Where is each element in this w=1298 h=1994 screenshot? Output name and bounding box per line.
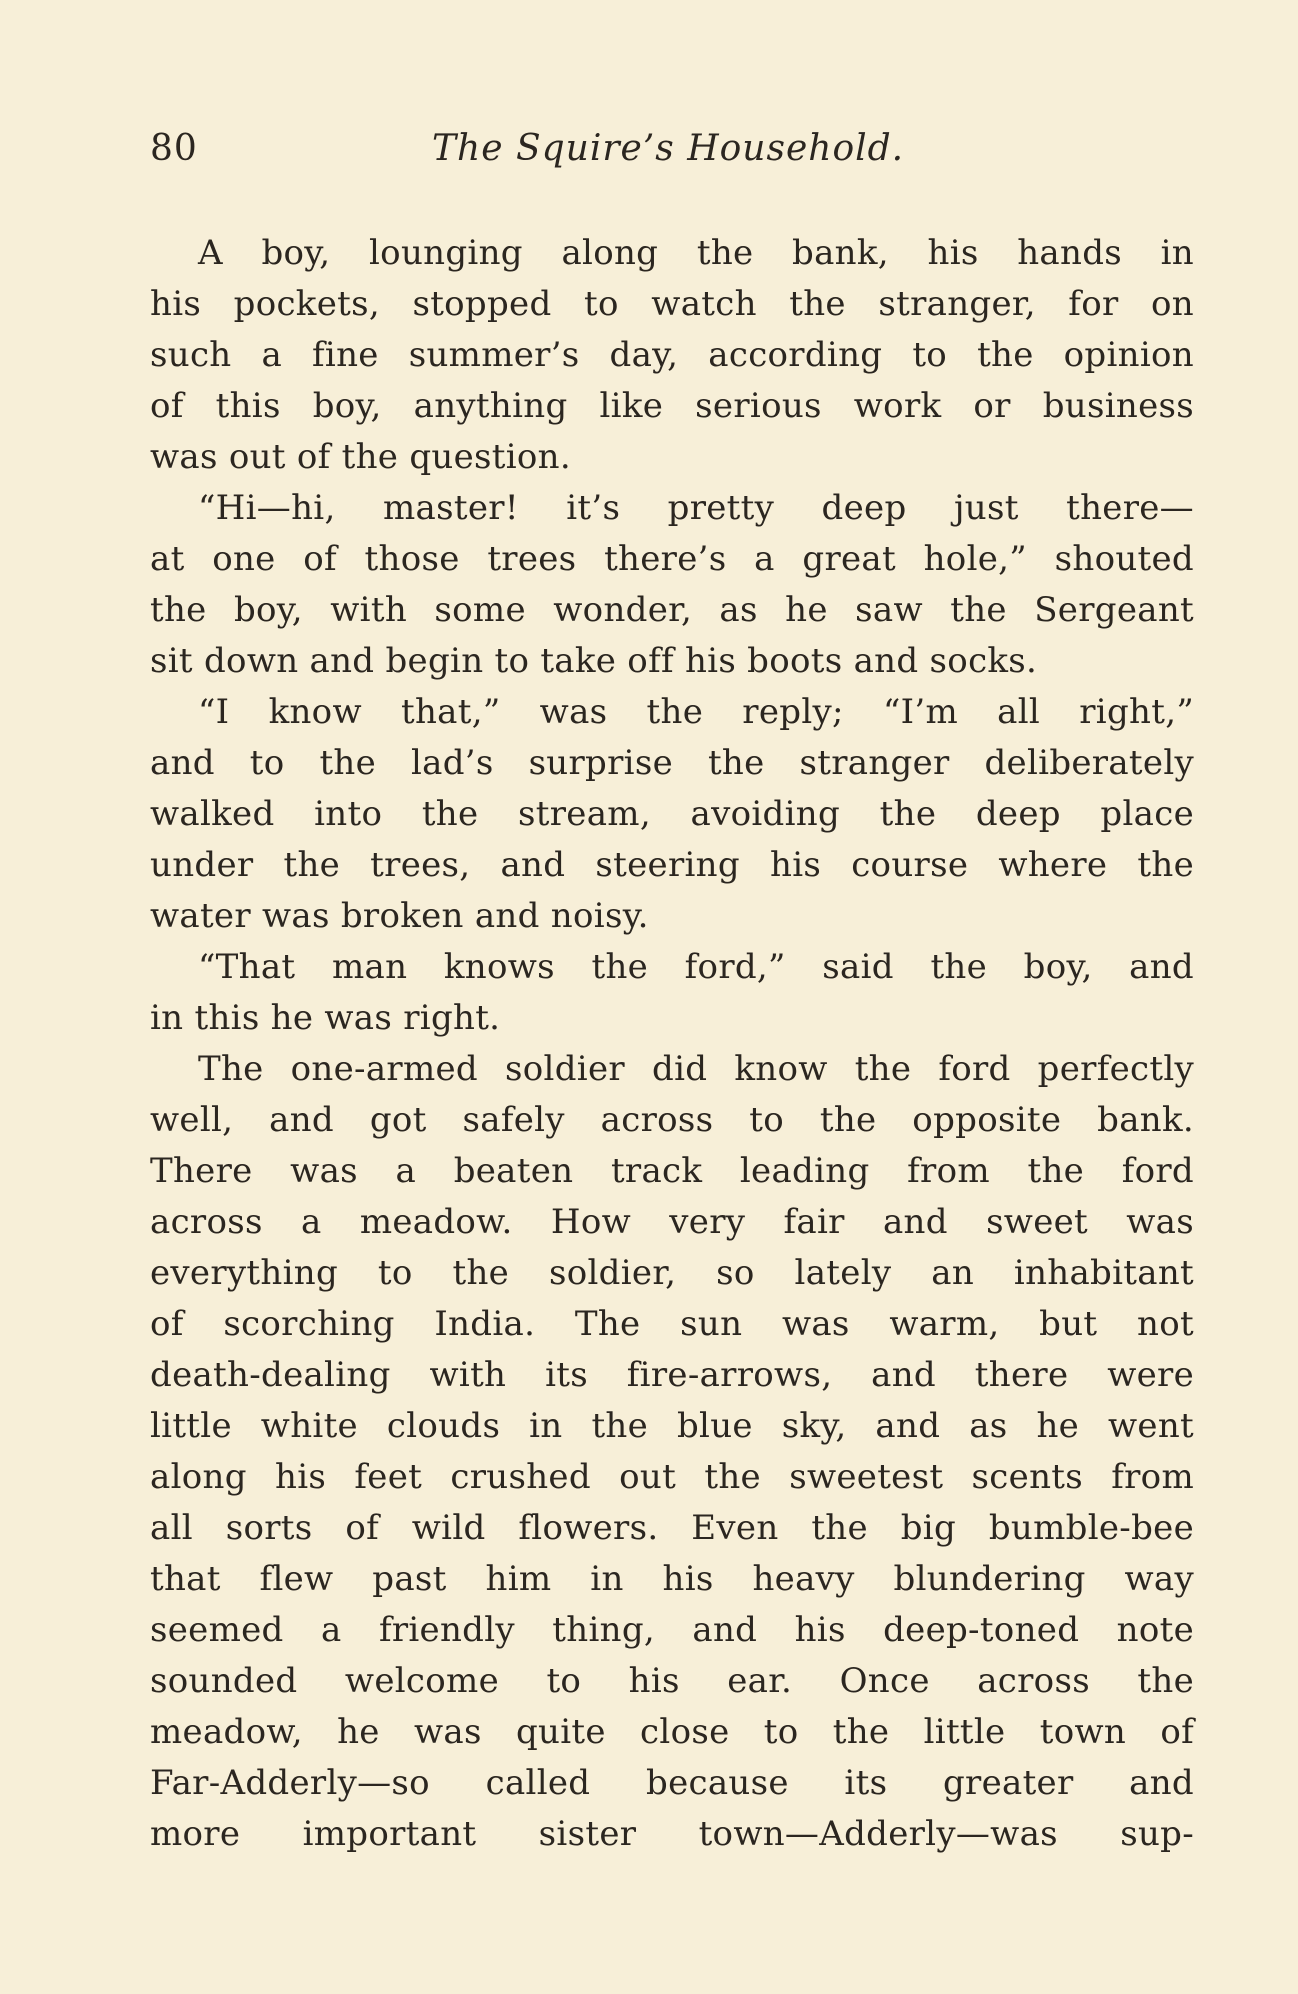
running-title: The Squire’s Household.: [432, 128, 905, 169]
text-line: such a fine summer’s day, according to the opinion: [150, 335, 1194, 375]
text-line: and to the lad’s surprise the stranger deliberately: [150, 743, 1194, 783]
text-line: walked into the stream, avoiding the deep place: [150, 794, 1194, 834]
text-line: There was a beaten track leading from the ford: [150, 1151, 1194, 1191]
text-line: more important sister town—Adderly—was sup-: [150, 1814, 1194, 1854]
text-line: in this he was right.: [150, 998, 501, 1038]
text-line: sit down and begin to take off his boots and socks.: [150, 641, 1038, 681]
text-line: water was broken and noisy.: [150, 896, 649, 936]
text-line: meadow, he was quite close to the little town of: [150, 1712, 1194, 1752]
text-line: the boy, with some wonder, as he saw the Sergeant: [150, 590, 1194, 630]
text-line: “I know that,” was the reply; “I’m all right,”: [198, 692, 1194, 732]
text-line: A boy, lounging along the bank, his hands in: [198, 233, 1194, 273]
page-number: 80: [150, 128, 198, 169]
text-line: all sorts of wild flowers. Even the big bumble-bee: [150, 1508, 1194, 1548]
body-text: [150, 228, 1194, 1860]
text-line: along his feet crushed out the sweetest scents from: [150, 1457, 1194, 1497]
text-line: little white clouds in the blue sky, and as he went: [150, 1406, 1194, 1446]
text-line: “Hi—hi, master! it’s pretty deep just there—: [198, 488, 1194, 528]
text-line: The one-armed soldier did know the ford perfectly: [198, 1049, 1194, 1089]
text-line: Far-Adderly—so called because its greater and: [150, 1763, 1194, 1803]
text-line: across a meadow. How very fair and sweet was: [150, 1202, 1194, 1242]
text-line: under the trees, and steering his course where the: [150, 845, 1194, 885]
text-line: that flew past him in his heavy blundering way: [150, 1559, 1194, 1599]
text-line: “That man knows the ford,” said the boy, and: [198, 947, 1194, 987]
text-line: of this boy, anything like serious work or business: [150, 386, 1194, 426]
text-line: everything to the soldier, so lately an inhabitant: [150, 1253, 1194, 1293]
text-line: death-dealing with its fire-arrows, and there were: [150, 1355, 1194, 1395]
text-line: seemed a friendly thing, and his deep-toned note: [150, 1610, 1194, 1650]
text-line: sounded welcome to his ear. Once across the: [150, 1661, 1194, 1701]
text-line: at one of those trees there’s a great hole,” shouted: [150, 539, 1194, 579]
text-line: well, and got safely across to the opposite bank.: [150, 1100, 1194, 1140]
text-line: of scorching India. The sun was warm, but not: [150, 1304, 1194, 1344]
text-line: his pockets, stopped to watch the stranger, for on: [150, 284, 1194, 324]
running-head: [150, 128, 1180, 178]
text-line: was out of the question.: [150, 437, 571, 477]
